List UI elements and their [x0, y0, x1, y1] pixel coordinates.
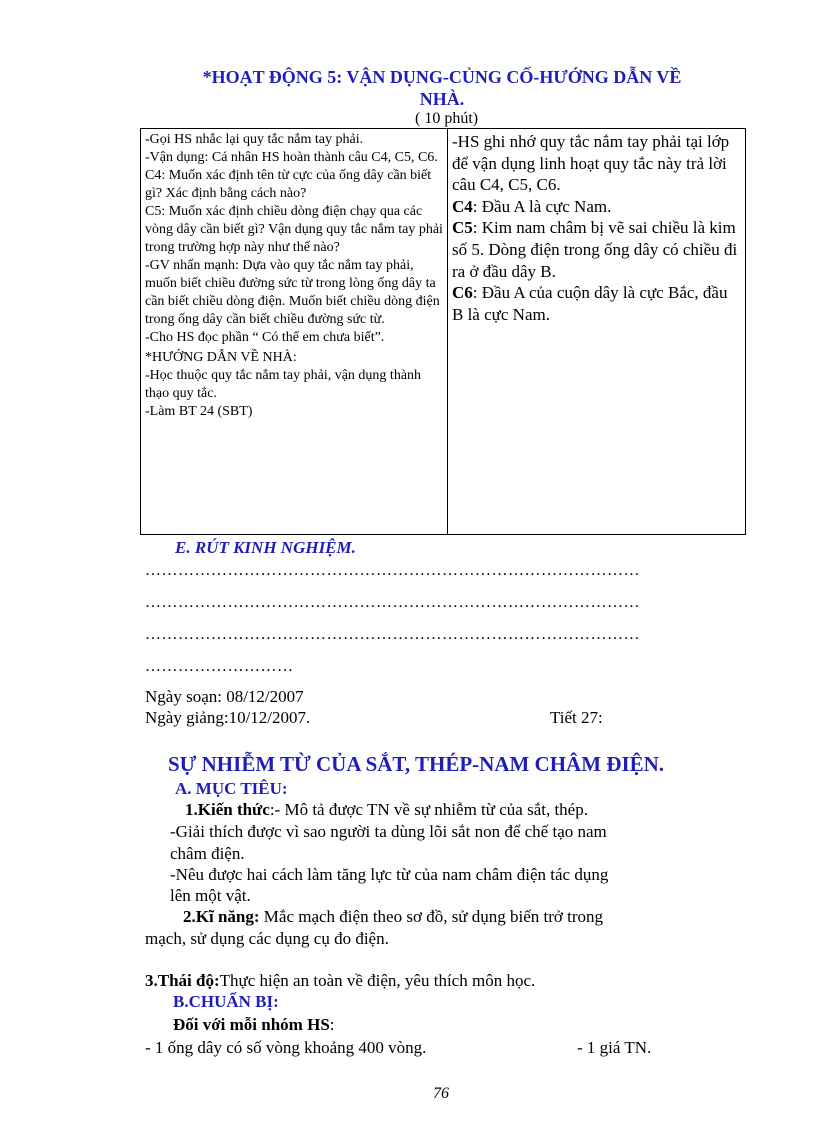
knowledge-text: :- Mô tả được TN về sự nhiễm từ của sắt, thép. [269, 800, 588, 819]
skills-label: 2.Kĩ năng: [183, 907, 260, 926]
activity-duration: ( 10 phút) [415, 110, 479, 127]
taught-date: Ngày giảng:10/12/2007. [145, 708, 311, 727]
skills-text: Mắc mạch điện theo sơ đồ, sử dụng biến trở trong [259, 907, 604, 926]
group-colon: : [329, 1015, 335, 1034]
prep-item: - 1 ống dây có số vòng khoảng 400 vòng. [145, 1038, 427, 1057]
student-activity-cell [448, 129, 746, 535]
prep-item: - 1 giá TN. [577, 1038, 652, 1057]
attitude-text: Thực hiện an toàn về điện, yêu thích môn học. [219, 971, 536, 990]
activity-table [140, 128, 746, 535]
answer-label: C6 [452, 283, 473, 303]
knowledge-item: lên một vật. [170, 886, 251, 905]
answer-text: : Đầu A là cực Nam. [472, 196, 612, 216]
prepared-date: Ngày soạn: 08/12/2007 [145, 687, 304, 706]
list-item: -GV nhấn mạnh: Dựa vào quy tắc nắm tay phải, muốn biết chiều đường sức từ trong lòng ống dây ta cần biết chiều dòng điện. Muốn biết chiều dòng điện trong ống dây cần biết chiều đường sức từ. [145, 258, 440, 327]
list-item: C4: Muốn xác định tên từ cực của ống dây cần biết gì? Xác định bằng cách nào? [145, 168, 432, 201]
answer-text: : Đầu A của cuộn dây là cực Bắc, đầu B là cực Nam. [452, 283, 728, 324]
answer-c5 [452, 217, 741, 282]
attitude-label: 3.Thái độ: [145, 971, 220, 990]
objectives-heading: A. MỤC TIÊU: [175, 779, 288, 798]
skills-line2: mạch, sử dụng các dụng cụ đo điện. [145, 929, 389, 948]
lesson-title: SỰ NHIỄM TỪ CỦA SẮT, THÉP-NAM CHÂM ĐIỆN. [168, 752, 665, 776]
homework-heading: *HƯỚNG DẪN VỀ NHÀ: [145, 350, 297, 365]
knowledge-label: 1.Kiến thức [185, 800, 270, 819]
answer-c6 [452, 282, 741, 325]
list-item: -Gọi HS nhắc lại quy tắc nắm tay phải. [145, 132, 364, 147]
student-intro: -HS ghi nhớ quy tắc nắm tay phải tại lớp để vận dụng linh hoạt quy tắc này trả lời câu C4, C5, C6. [452, 132, 730, 195]
dotted-line: ……………………………………………………………………………… [145, 594, 640, 611]
skills-line [183, 907, 603, 927]
dotted-line: ……………………………………………………………………………… [145, 626, 640, 643]
period-number: Tiết 27: [550, 708, 603, 727]
list-item: -Học thuộc quy tắc nắm tay phải, vận dụng thành thạo quy tắc. [145, 368, 422, 401]
page-number: 76 [433, 1085, 449, 1102]
list-item: -Vận dụng: Cá nhân HS hoàn thành câu C4, C5, C6. [145, 150, 438, 165]
knowledge-item: -Nêu được hai cách làm tăng lực từ của nam châm điện tác dụng [170, 865, 609, 884]
list-item: -Làm BT 24 (SBT) [145, 404, 253, 419]
answer-c4 [452, 196, 741, 218]
knowledge-item: -Giải thích được vì sao người ta dùng lõi sắt non để chế tạo nam [170, 822, 607, 841]
table-row [141, 129, 746, 535]
list-item: -Cho HS đọc phần “ Có thể em chưa biết”. [145, 330, 385, 345]
group-heading: Đối với mỗi nhóm HS [173, 1015, 330, 1034]
dotted-line: ……………………………………………………………………………… [145, 562, 640, 579]
activity-title-line2: NHÀ. [419, 89, 465, 109]
attitude-line [145, 971, 535, 991]
activity-title-line1: *HOẠT ĐỘNG 5: VẬN DỤNG-CỦNG CỐ-HƯỚNG DẪN VỀ [202, 67, 682, 87]
answer-label: C4 [452, 196, 473, 216]
group-heading-line [173, 1015, 335, 1035]
activity-title [140, 66, 744, 110]
knowledge-item: châm điện. [170, 844, 245, 863]
teacher-activity-cell [141, 129, 448, 535]
knowledge-line [185, 800, 588, 820]
dotted-line: ……………………… [145, 658, 294, 675]
list-item: C5: Muốn xác định chiều dòng điện chạy qua các vòng dây cần biết gì? Vận dụng quy tắc nắm tay phải trong trường hợp này như thế nào? [145, 204, 443, 255]
prep-heading: B.CHUẨN BỊ: [173, 992, 279, 1011]
experience-heading: E. RÚT KINH NGHIỆM. [175, 538, 356, 557]
answer-label: C5 [452, 218, 473, 238]
answer-text: : Kim nam châm bị vẽ sai chiều là kim số 5. Dòng điện trong ống dây có chiều đi ra ở đầu dây B. [452, 218, 738, 281]
